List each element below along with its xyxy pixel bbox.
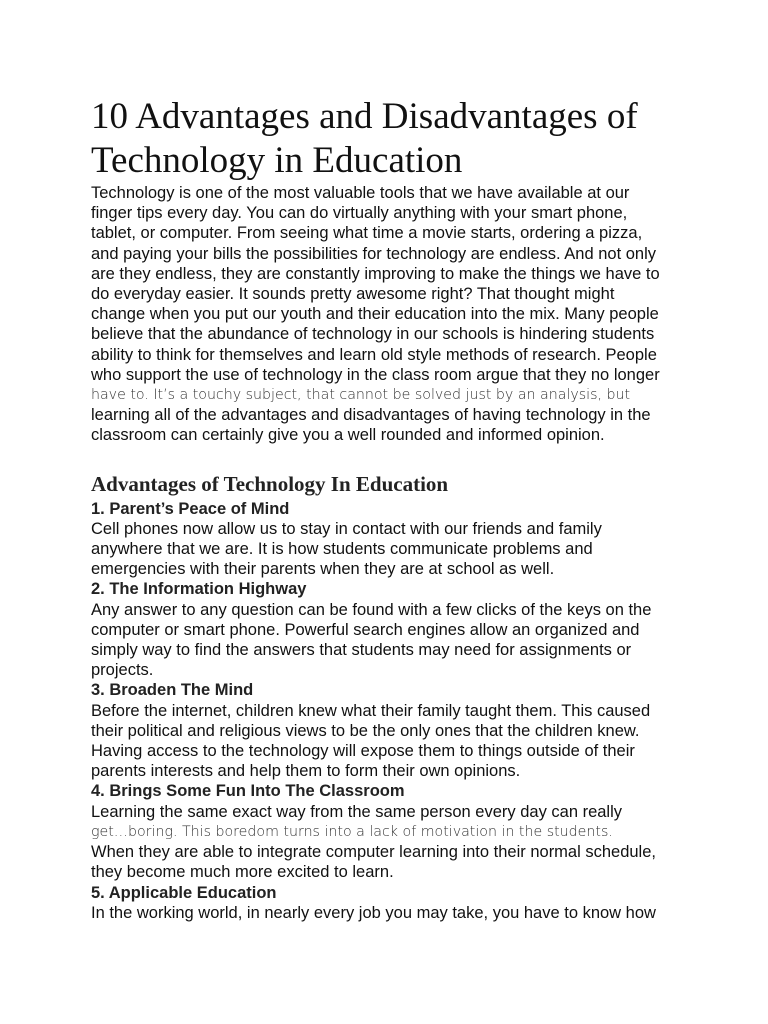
item-body	[91, 519, 681, 580]
intro-line: and paying your bills the possibilities for technology are endless. And not only	[91, 244, 657, 263]
title-line: Technology in Education	[91, 140, 463, 181]
intro-line: are they endless, they are constantly improving to make the things we have to	[91, 264, 660, 283]
item-line: Any answer to any question can be found with a few clicks of the keys on the	[91, 600, 652, 619]
item-line: anywhere that we are. It is how students communicate problems and	[91, 540, 593, 559]
item-line: Having access to the technology will expose them to things outside of their	[91, 742, 635, 761]
intro-line: finger tips every day. You can do virtually anything with your smart phone,	[91, 204, 628, 223]
advantage-item-3	[91, 680, 681, 781]
item-line: In the working world, in nearly every job you may take, you have to know how	[91, 903, 656, 922]
intro-line: tablet, or computer. From seeing what time a movie starts, ordering a pizza,	[91, 224, 643, 243]
item-heading: 5. Applicable Education	[91, 883, 277, 902]
item-line: computer or smart phone. Powerful search engines allow an organized and	[91, 620, 640, 639]
intro-line: believe that the abundance of technology in our schools is hindering students	[91, 325, 655, 344]
intro-paragraph	[91, 183, 681, 446]
advantage-item-4	[91, 781, 681, 882]
item-line: Before the internet, children knew what their family taught them. This caused	[91, 701, 651, 720]
advantage-item-2	[91, 579, 681, 680]
intro-line: classroom can certainly give you a well rounded and informed opinion.	[91, 426, 605, 445]
intro-line: do everyday easier. It sounds pretty awesome right? That thought might	[91, 285, 615, 304]
item-body	[91, 903, 681, 923]
advantage-item-5	[91, 883, 681, 923]
item-line: projects.	[91, 661, 154, 680]
item-heading: 4. Brings Some Fun Into The Classroom	[91, 782, 405, 801]
item-body	[91, 802, 681, 883]
item-heading: 1. Parent’s Peace of Mind	[91, 499, 290, 518]
section-heading-advantages: Advantages of Technology In Education	[91, 471, 449, 496]
article-title	[91, 0, 681, 183]
item-body	[91, 600, 681, 681]
item-line: simply way to find the answers that students may need for assignments or	[91, 641, 632, 660]
advantage-item-1	[91, 499, 681, 580]
intro-line: learning all of the advantages and disadvantages of having technology in the	[91, 406, 651, 425]
item-line-light: get…boring. This boredom turns into a lack of motivation in the students.	[91, 823, 613, 840]
item-line: Cell phones now allow us to stay in contact with our friends and family	[91, 519, 602, 538]
intro-line: ability to think for themselves and learn old style methods of research. People	[91, 345, 657, 364]
item-line: they become much more excited to learn.	[91, 863, 394, 882]
intro-line: who support the use of technology in the class room argue that they no longer	[91, 365, 660, 384]
item-line: Learning the same exact way from the same person every day can really	[91, 802, 623, 821]
item-heading: 3. Broaden The Mind	[91, 681, 254, 700]
title-line: 10 Advantages and Disadvantages of	[91, 96, 638, 137]
item-line: their political and religious views to be the only ones that the children knew.	[91, 721, 640, 740]
intro-line: change when you put our youth and their education into the mix. Many people	[91, 305, 659, 324]
item-line: parents interests and help them to form their own opinions.	[91, 762, 521, 781]
intro-line-light: have to. It’s a touchy subject, that cannot be solved just by an analysis, but	[91, 387, 631, 404]
item-heading: 2. The Information Highway	[91, 580, 307, 599]
document-page	[91, 0, 681, 923]
item-line: When they are able to integrate computer learning into their normal schedule,	[91, 843, 656, 862]
item-body	[91, 701, 681, 782]
item-line: emergencies with their parents when they are at school as well.	[91, 560, 555, 579]
intro-line: Technology is one of the most valuable tools that we have available at our	[91, 184, 630, 202]
